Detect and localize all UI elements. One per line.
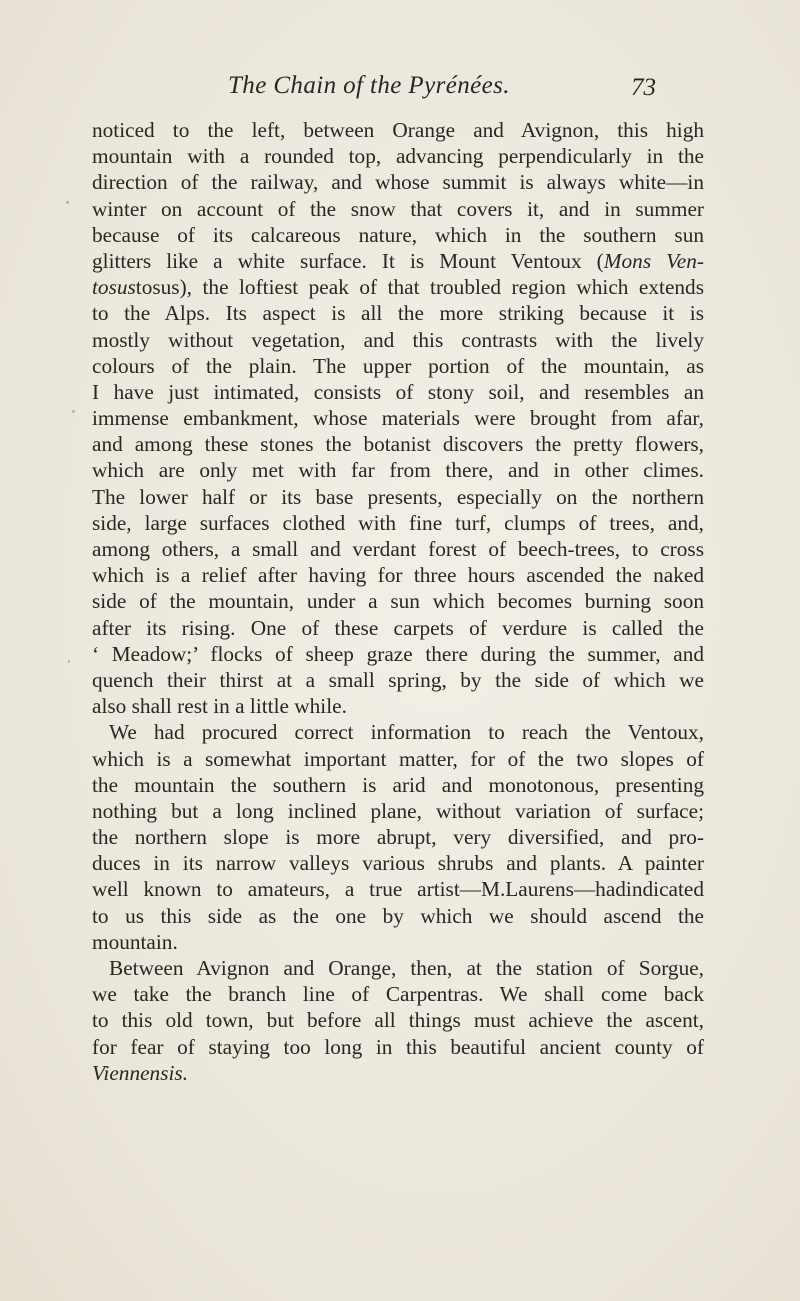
text-line: mountain. bbox=[92, 929, 178, 954]
text-line: quench their thirst at a small spring, by the side of which we bbox=[92, 667, 704, 692]
text-line bbox=[92, 274, 704, 300]
text-line: mostly without vegetation, and this contrasts with the lively bbox=[92, 327, 704, 352]
ink-speck bbox=[72, 410, 75, 413]
text-line: and among these stones the botanist discovers the pretty flowers, bbox=[92, 432, 704, 457]
ink-speck bbox=[66, 201, 69, 204]
italic-latin-name: Viennensis. bbox=[92, 1060, 189, 1085]
running-title: The Chain of the Pyrénées. bbox=[228, 72, 510, 99]
text-line: side, large surfaces clothed with fine turf, clumps of trees, and, bbox=[92, 510, 704, 535]
text-line: Between Avignon and Orange, then, at the station of Sorgue, bbox=[109, 956, 704, 980]
text-line: among others, a small and verdant forest of beech-trees, to cross bbox=[92, 537, 704, 561]
italic-latin-name-end: tosus bbox=[92, 275, 136, 300]
text-line: noticed to the left, between Orange and Avignon, this high bbox=[92, 118, 704, 142]
text-line: because of its calcareous nature, which in the southern sun bbox=[92, 222, 704, 247]
ink-speck bbox=[68, 660, 70, 663]
text-line: ‘ Meadow;’ flocks of sheep graze there during the summer, and bbox=[92, 641, 704, 666]
text-line: duces in its narrow valleys various shrubs and plants. A painter bbox=[92, 851, 704, 876]
text-line: side of the mountain, under a sun which becomes burning soon bbox=[92, 589, 704, 614]
text-line: the northern slope is more abrupt, very diversified, and pro- bbox=[92, 825, 704, 850]
text-line: which are only met with far from there, and in other climes. bbox=[92, 458, 704, 483]
text-line: We had procured correct information to reach the Ventoux, bbox=[109, 720, 704, 745]
text-line: winter on account of the snow that covers it, and in summer bbox=[92, 196, 704, 221]
text-line: to us this side as the one by which we should ascend the bbox=[92, 903, 704, 928]
text-line: also shall rest in a little while. bbox=[92, 694, 347, 719]
text-line: The lower half or its base presents, especially on the northern bbox=[92, 484, 704, 509]
text-line: direction of the railway, and whose summit is always white—in bbox=[92, 170, 704, 195]
text-line: to the Alps. Its aspect is all the more striking because it is bbox=[92, 301, 704, 326]
text-line: the mountain the southern is arid and monotonous, presenting bbox=[92, 772, 704, 797]
text-line: which is a somewhat important matter, for of the two slopes of bbox=[92, 746, 704, 771]
text-line: nothing but a long inclined plane, without variation of surface; bbox=[92, 798, 704, 823]
paragraph-1 bbox=[92, 117, 704, 719]
text-line: we take the branch line of Carpentras. We shall come back bbox=[92, 982, 704, 1007]
italic-latin-name: Mons Ven- bbox=[603, 248, 704, 273]
body-text bbox=[92, 117, 704, 1086]
paragraph-3 bbox=[92, 955, 704, 1086]
text-line bbox=[92, 1060, 704, 1086]
text-line: colours of the plain. The upper portion of the mountain, as bbox=[92, 353, 704, 378]
text-line: after its rising. One of these carpets of verdure is called the bbox=[92, 615, 704, 640]
text-line: mountain with a rounded top, advancing perpendicularly in the bbox=[92, 144, 704, 169]
running-head bbox=[0, 72, 800, 112]
line-text: tosus), the loftiest peak of that troubled region which extends bbox=[135, 275, 704, 300]
paragraph-2 bbox=[92, 719, 704, 955]
text-line: to this old town, but before all things must achieve the ascent, bbox=[92, 1008, 704, 1033]
line-text: glitters like a white surface. It is Mount Ventoux ( bbox=[92, 248, 604, 273]
text-line bbox=[92, 248, 704, 274]
text-line: immense embankment, whose materials were brought from afar, bbox=[92, 406, 704, 431]
page-number: 73 bbox=[631, 74, 656, 101]
text-line: well known to amateurs, a true artist—M.Laurens—hadindicated bbox=[92, 877, 704, 902]
text-line: for fear of staying too long in this beautiful ancient county of bbox=[92, 1034, 704, 1059]
text-line: which is a relief after having for three hours ascended the naked bbox=[92, 563, 704, 588]
text-line: I have just intimated, consists of stony soil, and resembles an bbox=[92, 379, 704, 404]
